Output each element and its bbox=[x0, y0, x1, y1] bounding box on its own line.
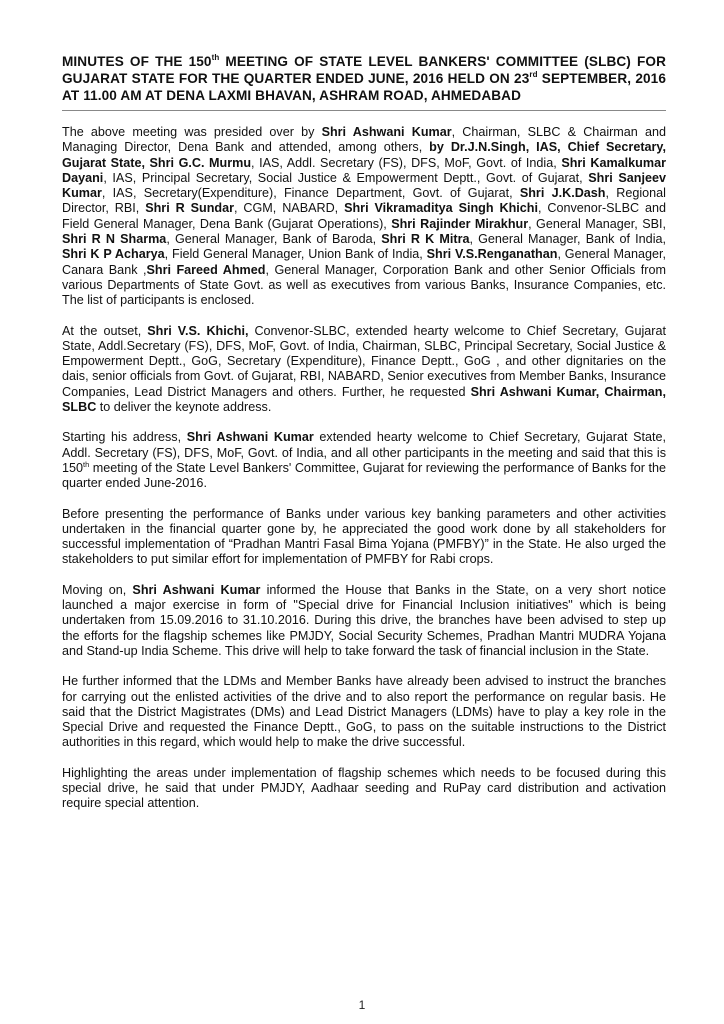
text: The above meeting was presided over by bbox=[62, 125, 322, 139]
paragraph-welcome bbox=[62, 324, 666, 416]
text: , General Manager, SBI, bbox=[528, 216, 666, 231]
document-title bbox=[62, 53, 666, 111]
bold-name: Shri Sanjeev Kumar bbox=[62, 170, 666, 201]
paragraph-focus-areas bbox=[62, 766, 666, 812]
text: Convenor-SLBC, extended hearty welcome to Chief Secretary, Gujarat State, Addl.Secretary (FS), DFS, MoF, Govt. of India, Chairman, SLBC, Principal Secretary, Social Justice & Empowerment Deptt., GoG, Secretary (Expenditure), Finance Deptt., GoG , and other dignitaries on the dais, senior officials from Govt. of Gujarat, RBI, NABARD, Senior executives from Member Banks, Insurance Companies, Lead District Managers and others. Further, he requested bbox=[62, 323, 666, 399]
bold-name: Shri R N Sharma bbox=[62, 232, 167, 247]
bold-name: Shri Fareed Ahmed bbox=[146, 262, 266, 277]
text: to deliver the keynote address. bbox=[96, 400, 272, 415]
text: He further informed that the LDMs and Member Banks have already been advised to instruct the branches for carrying out the enlisted activities of the drive and to also report the performance on regular basis. He said that the District Magistrates (DMs) and Lead District Managers (LDMs) have to play a key role in the Special Drive and requested the Finance Deptt., GoG, to pass on the suitable instructions to the District authorities in this regard, which would help to make the drive successful. bbox=[62, 674, 666, 750]
bold-name: Shri Ashwani Kumar bbox=[186, 430, 314, 445]
text: extended hearty welcome to Chief Secretary, Gujarat State, Addl. Secretary (FS), DFS, MoF, Govt. of India, and all other participants in the meeting and said that this is 150 bbox=[62, 430, 666, 475]
bold-name: Shri Kamalkumar Dayani bbox=[62, 155, 666, 185]
text: , Regional Director, RBI, bbox=[62, 186, 666, 216]
title-superscript: th bbox=[211, 53, 220, 62]
title-superscript: rd bbox=[529, 70, 538, 79]
text: Before presenting the performance of Banks under various key banking parameters and other activities undertaken in the financial quarter gone by, he appreciated the good work done by all stakeholders for successful implementation of “Pradhan Mantri Fasal Bima Yojana (PMFBY)” in the State. He also urged the stakeholders to put similar effort for implementation of PMFBY for Rabi crops. bbox=[62, 506, 666, 567]
bold-name: Shri V.S.Renganathan bbox=[426, 247, 558, 262]
bold-name: Shri J.K.Dash bbox=[519, 186, 606, 201]
text: Starting his address, bbox=[62, 430, 187, 445]
text: , IAS, Secretary(Expenditure), Finance Department, Govt. of Gujarat, bbox=[101, 186, 520, 201]
text: , General Manager, Corporation Bank and other Senior Officials from various Departments of State Govt. as well as executives from various Banks, Insurance Companies, etc. The list of participants is enclosed. bbox=[62, 262, 666, 308]
text: At the outset, bbox=[62, 323, 148, 338]
bold-name: Shri Rajinder Mirakhur bbox=[391, 216, 529, 231]
text: , IAS, Principal Secretary, Social Justice & Empowerment Deptt., Govt. of Gujarat, bbox=[103, 170, 589, 185]
document-page bbox=[62, 40, 666, 827]
text: , Chairman, SLBC & Chairman and Managing Director, Dena Bank and attended, among others, bbox=[62, 125, 666, 155]
text: , General Manager, Bank of Baroda, bbox=[166, 232, 382, 247]
text: , General Manager, Canara Bank , bbox=[62, 247, 666, 277]
text: , General Manager, Bank of India, bbox=[469, 232, 666, 247]
text: , Field General Manager, Union Bank of India, bbox=[164, 247, 427, 262]
text: , IAS, Addl. Secretary (FS), DFS, MoF, Govt. of India, bbox=[251, 155, 562, 170]
bold-name: Shri R Sundar bbox=[145, 201, 234, 216]
bold-name: Shri Ashwani Kumar bbox=[321, 125, 452, 139]
paragraph-address-start bbox=[62, 430, 666, 491]
text: , Convenor-SLBC and Field General Manager, Dena Bank (Gujarat Operations), bbox=[62, 201, 666, 231]
bold-name: Shri Ashwani Kumar, Chairman, SLBC bbox=[62, 384, 666, 415]
bold-name: Shri V.S. Khichi, bbox=[147, 323, 249, 338]
text: , CGM, NABARD, bbox=[234, 201, 345, 216]
bold-name: by Dr.J.N.Singh, IAS, Chief Secretary, Gujarat State, Shri G.C. Murmu bbox=[62, 140, 667, 170]
paragraph-special-drive bbox=[62, 583, 666, 659]
bold-name: Shri K P Acharya bbox=[62, 247, 165, 262]
superscript: th bbox=[83, 459, 90, 469]
text: informed the House that Banks in the State, on a very short notice launched a major exercise in form of "Special drive for Financial Inclusion initiatives" which is being undertaken from 15.09.2016 to 31.10.2016. During this drive, the branches have been advised to step up the efforts for the flagship schemes like PMJDY, Social Security Schemes, Pradhan Mantri MUDRA Yojana and Stand-up India Scheme. This drive will help to take forward the task of financial inclusion in the State. bbox=[62, 582, 666, 658]
bold-name: Shri Ashwani Kumar bbox=[132, 582, 261, 597]
text: Highlighting the areas under implementation of flagship schemes which needs to be focused during this special drive, he said that under PMJDY, Aadhaar seeding and RuPay card distribution and activation require special attention. bbox=[62, 765, 666, 811]
title-text: MEETING OF STATE LEVEL BANKERS' COMMITTEE (SLBC) FOR GUJARAT STATE FOR THE QUARTER ENDED JUNE, 2016 HELD ON 23 bbox=[62, 54, 666, 86]
text: Moving on, bbox=[62, 582, 133, 597]
title-text: SEPTEMBER, 2016 AT 11.00 AM AT DENA LAXMI BHAVAN, ASHRAM ROAD, AHMEDABAD bbox=[62, 71, 666, 103]
paragraph-attendees bbox=[62, 125, 666, 309]
paragraph-ldm-instructions bbox=[62, 674, 666, 750]
bold-name: Shri Vikramaditya Singh Khichi bbox=[344, 201, 538, 216]
page-number: 1 bbox=[358, 998, 366, 1012]
title-text: MINUTES OF THE 150 bbox=[62, 54, 212, 69]
paragraph-pmfby bbox=[62, 507, 666, 568]
bold-name: Shri R K Mitra bbox=[381, 232, 470, 247]
text: meeting of the State Level Bankers' Committee, Gujarat for reviewing the performance of Banks for the quarter ended June-2016. bbox=[62, 460, 666, 491]
